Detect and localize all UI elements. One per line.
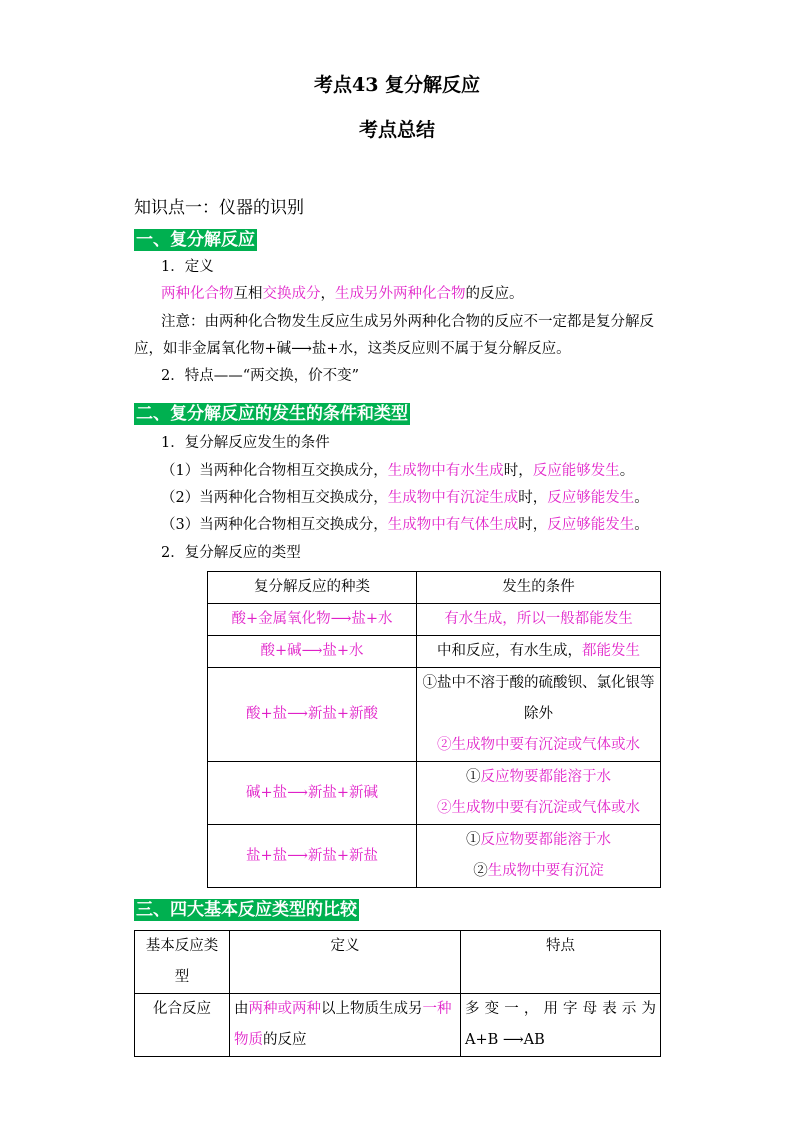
- table-cell: 酸+盐⟶新盐+新酸: [208, 668, 417, 762]
- table-cell: 盐+盐⟶新盐+新盐: [208, 825, 417, 888]
- table-header-row: [135, 931, 661, 994]
- knowledge-point: 知识点一：仪器的识别: [134, 198, 304, 218]
- table-row: [208, 668, 661, 762]
- table-header-cell: 定义: [230, 931, 461, 994]
- condition-3: （3）当两种化合物相互交换成分，生成物中有气体生成时，反应够能发生。: [161, 517, 649, 533]
- table-row: [208, 762, 661, 825]
- basic-reactions-table: [134, 930, 661, 1057]
- table-cell: ①反应物要都能溶于水 ②生成物中要有沉淀: [417, 825, 661, 888]
- table-header-row: [208, 572, 661, 604]
- table-header-cell: 基本反应类 型: [135, 931, 230, 994]
- table-row: [208, 604, 661, 636]
- table-cell: ①反应物要都能溶于水 ②生成物中要有沉淀或气体或水: [417, 762, 661, 825]
- table-row: [135, 994, 661, 1057]
- condition-1: （1）当两种化合物相互交换成分，生成物中有水生成时，反应能够发生。: [161, 463, 635, 479]
- section1-heading: 一、复分解反应: [136, 230, 255, 250]
- table-cell: 酸+金属氧化物⟶盐+水: [208, 604, 417, 636]
- main-title: 考点43 复分解反应: [313, 74, 481, 96]
- table-cell: 由两种或两种以上物质生成另一种 物质的反应: [230, 994, 461, 1057]
- types-label: 2．复分解反应的类型: [161, 545, 301, 561]
- table-header-cell: 复分解反应的种类: [208, 572, 417, 604]
- note-line-2: 应，如非金属氧化物+碱⟶盐+水，这类反应则不属于复分解反应。: [134, 341, 571, 357]
- definition-label: 1．定义: [161, 259, 214, 275]
- section3-heading: 三、四大基本反应类型的比较: [136, 900, 357, 920]
- table-header-cell: 特点: [461, 931, 661, 994]
- table-row: [208, 636, 661, 668]
- conditions-label: 1．复分解反应发生的条件: [161, 435, 330, 451]
- section2-heading: 二、复分解反应的发生的条件和类型: [136, 404, 408, 424]
- reaction-types-table: [207, 571, 661, 888]
- table-cell: ①盐中不溶于酸的硫酸钡、氯化银等 除外 ②生成物中要有沉淀或气体或水: [417, 668, 661, 762]
- table-row: [208, 825, 661, 888]
- table-cell: 酸+碱⟶盐+水: [208, 636, 417, 668]
- table-cell: 化合反应: [135, 994, 230, 1057]
- table-cell: 有水生成，所以一般都能发生: [417, 604, 661, 636]
- table-cell: 中和反应，有水生成，都能发生: [417, 636, 661, 668]
- note-line-1: 注意：由两种化合物发生反应生成另外两种化合物的反应不一定都是复分解反: [161, 314, 654, 330]
- feature-text: 2．特点——“两交换，价不变”: [161, 368, 360, 384]
- sub-title: 考点总结: [358, 119, 435, 141]
- condition-2: （2）当两种化合物相互交换成分，生成物中有沉淀生成时，反应够能发生。: [161, 490, 649, 506]
- table-header-cell: 发生的条件: [417, 572, 661, 604]
- table-cell: 碱+盐⟶新盐+新碱: [208, 762, 417, 825]
- table-cell: 多 变 一 ， 用 字 母 表 示 为 A+B ⟶AB: [461, 994, 661, 1057]
- definition-text: 两种化合物互相交换成分，生成另外两种化合物的反应。: [161, 286, 524, 302]
